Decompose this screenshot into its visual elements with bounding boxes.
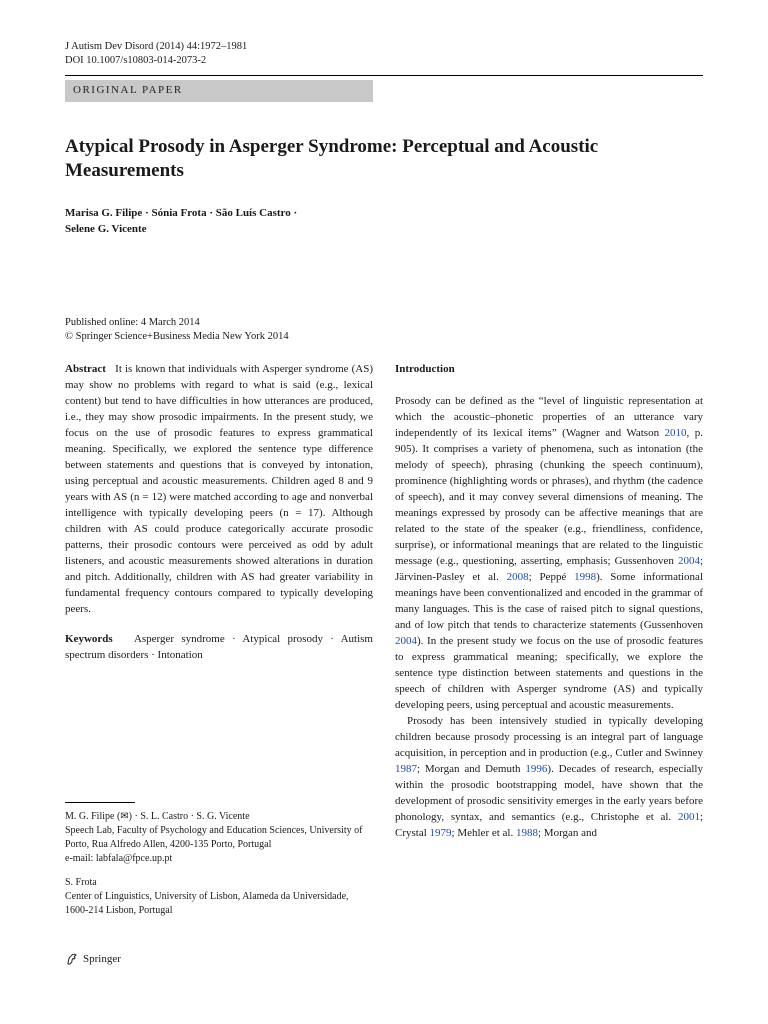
doi: DOI 10.1007/s10803-014-2073-2 [65, 55, 207, 66]
right-column [395, 361, 703, 841]
affiliation-rule [65, 802, 135, 803]
journal-citation: J Autism Dev Disord (2014) 44:1972–1981 [65, 41, 248, 52]
intro-text: ; Mehler et al. [451, 827, 516, 839]
copyright: © Springer Science+Business Media New York 2014 [65, 331, 289, 342]
citation-link[interactable]: 1998 [574, 571, 597, 583]
affiliation-email[interactable]: e-mail: labfala@fpce.up.pt [65, 853, 173, 864]
affiliation-authors-1: M. G. Filipe (✉) · S. L. Castro · S. G. Vicente [65, 811, 250, 822]
article-type-banner [65, 80, 373, 102]
keywords-text: Asperger syndrome · Atypical prosody · Autism spectrum disorders · Intonation [65, 633, 373, 661]
intro-text: ; Crystal [395, 811, 703, 839]
article-title: Atypical Prosody in Asperger Syndrome: Perceptual and Acoustic Measurements [65, 136, 599, 181]
citation-link[interactable]: 2001 [677, 811, 700, 823]
left-column [65, 361, 373, 663]
intro-paragraph-1 [395, 393, 703, 713]
intro-text: Prosody can be defined as the “level of linguistic representation at which the acoustic–phonetic properties of an utterance vary independently of its lexical items” (Wagner and Watson [395, 395, 703, 439]
affiliation-address-2: Center of Linguistics, University of Lisbon, Alameda da Universidade, 1600-214 Lisbon, Portugal [65, 891, 349, 916]
citation-link[interactable]: 2010 [664, 427, 687, 439]
keywords-heading: Keywords [65, 633, 113, 645]
section-heading-introduction: Introduction [395, 363, 455, 375]
citation-link[interactable]: 2008 [506, 571, 529, 583]
citation-link[interactable]: 2004 [395, 635, 417, 647]
intro-text: , p. 905). It comprises a variety of phenomena, such as intonation (the melody of speech), phrasing (chunking the speech continuum), prominence (highlighting words or phrases), and rhythm (the cadence of speech), and it may convey several dimensions of meaning. The meanings expressed by prosody can be affective meanings that are related to the state of the speaker (e.g., friendliness, confidence, surprise), or informational meanings that are related to the linguistic message (e.g., questioning, asserting, emphasis; Gussenhoven [395, 427, 704, 567]
published-date: Published online: 4 March 2014 [65, 317, 200, 328]
intro-text: Prosody has been intensively studied in typically developing children because prosody processing is an integral part of language acquisition, in perception and in production (e.g., Cutler and Swinney [395, 715, 703, 759]
article-type-label: ORIGINAL PAPER [73, 84, 183, 96]
intro-paragraph-2 [395, 713, 703, 841]
authors-line-1: Marisa G. Filipe · Sónia Frota · São Luís Castro · [65, 207, 298, 219]
intro-text: ). In the present study we focus on the use of prosodic features to express grammatical meaning; specifically, we explore the sentence type distinction between statements and questions in the speech of children with Asperger syndrome (AS) and typically developing peers, using perceptual and acoustic measurements. [395, 635, 703, 711]
page-footer [65, 952, 121, 966]
intro-text: ; Peppé [528, 571, 575, 583]
citation-link[interactable]: 1979 [429, 827, 452, 839]
authors-line-2: Selene G. Vicente [65, 223, 147, 235]
author-list [65, 205, 297, 237]
abstract-heading: Abstract [65, 363, 106, 375]
citation-link[interactable]: 1996 [525, 763, 548, 775]
abstract [65, 361, 373, 617]
intro-text: ; Morgan and [537, 827, 598, 839]
intro-text: ). Decades of research, especially within the prosodic bootstrapping model, have shown that the development of prosodic sensitivity emerges in the early years before phonology, syntax, and semantics (e.g., Christophe et al. [395, 763, 703, 823]
affiliation-authors-2: S. Frota [65, 877, 97, 888]
intro-text: ; Morgan and Demuth [417, 763, 526, 775]
abstract-text: It is known that individuals with Asperger syndrome (AS) may show no problems with regard to what is said (e.g., lexical content) but tend to have difficulties in how utterances are produced, i.e., they may show prosodic impairments. In the present study, we focus on the use of prosodic features to express grammatical meaning. Specifically, we explored the sentence type difference between statements and questions that is conveyed by intonation, using perceptual and acoustic measurements. Children aged 8 and 9 years with AS (n = 12) were matched according to age and nonverbal intelligence with typically developing peers (n = 17). Although children with AS could produce categorically accurate prosodic patterns, their prosodic contours were perceived as odd by adult listeners, and acoustic measurements showed alterations in duration and pitch. Additionally, children with AS had greater variability in fundamental frequency contours compared to typically developing peers. [65, 363, 374, 615]
springer-horse-icon [65, 952, 79, 966]
publication-info [65, 316, 289, 344]
publisher-name: Springer [83, 953, 121, 965]
citation-link[interactable]: 1988 [515, 827, 538, 839]
journal-header [65, 40, 247, 68]
affiliation-address-1: Speech Lab, Faculty of Psychology and Education Sciences, University of Porto, Rua Alfredo Allen, 4200-135 Porto, Portugal [65, 825, 363, 850]
keywords [65, 631, 373, 663]
intro-text: ; Järvinen-Pasley et al. [395, 555, 703, 583]
intro-text: ). Some informational meanings have been conventionalized and encoded in the grammar of many languages. This is the case of raised pitch to signal questions, and of low pitch that tends to characterize statements (Gussenhoven [395, 571, 703, 631]
citation-link[interactable]: 2004 [677, 555, 700, 567]
citation-link[interactable]: 1987 [395, 763, 417, 775]
affiliations [65, 810, 373, 918]
header-rule [65, 75, 703, 76]
